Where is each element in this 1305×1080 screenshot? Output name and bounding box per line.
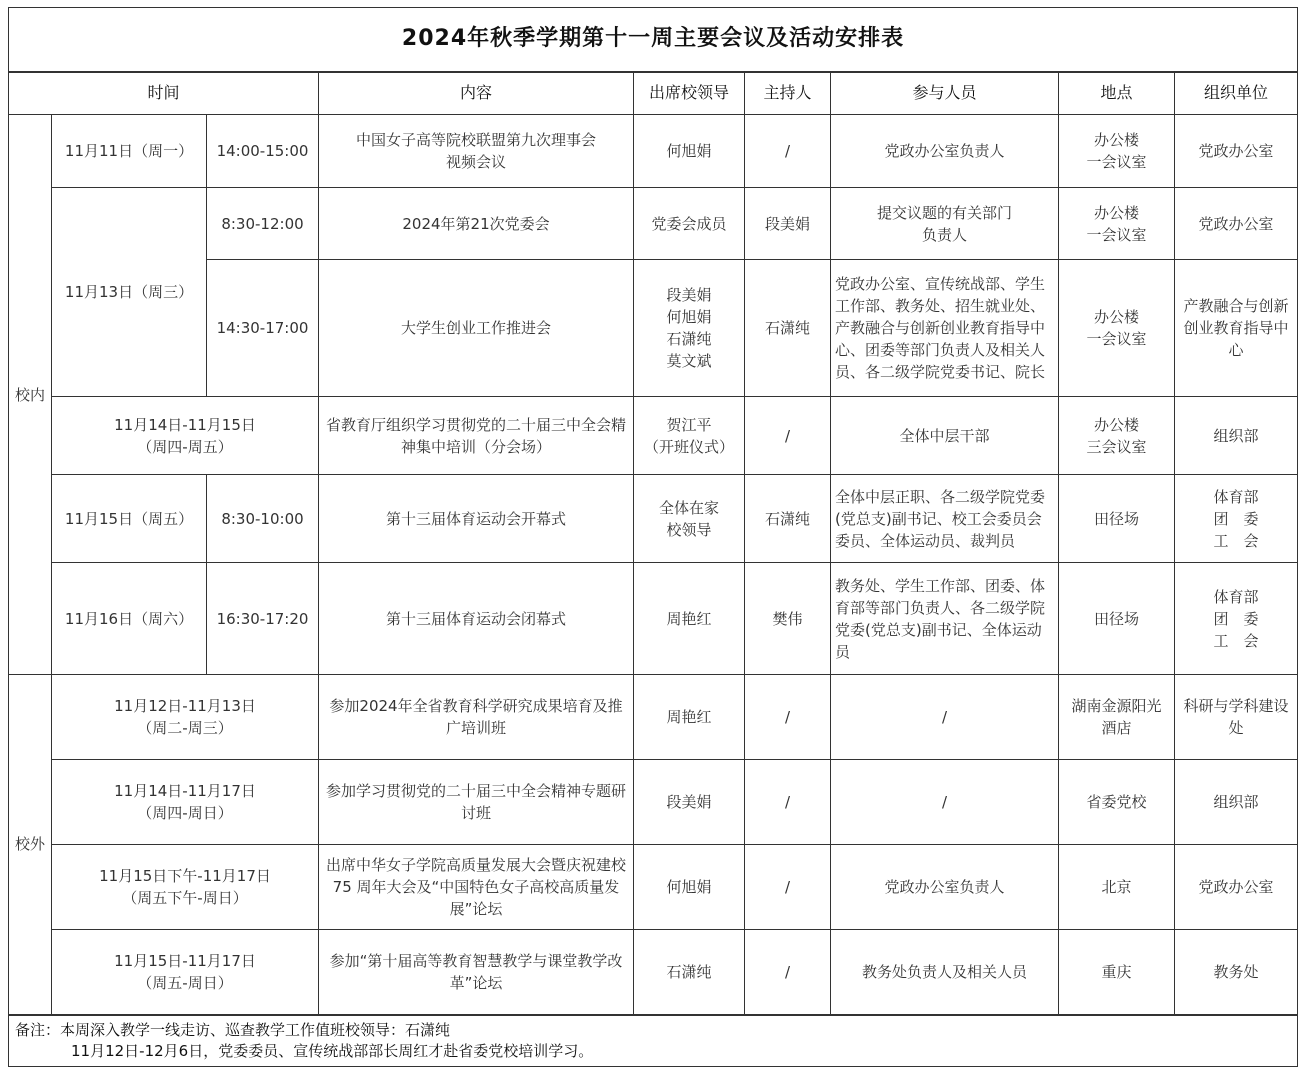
row-host: /: [745, 397, 831, 475]
row-participants: 教务处、学生工作部、团委、体育部等部门负责人、各二级学院党委(党总支)副书记、全体运动员: [831, 563, 1059, 675]
row-participants: 党政办公室负责人: [831, 845, 1059, 930]
row-host: 石潇纯: [745, 260, 831, 397]
row-location: 重庆: [1059, 930, 1175, 1015]
section-off-campus: 校外: [9, 675, 52, 1015]
row-participants: 教务处负责人及相关人员: [831, 930, 1059, 1015]
row-host: /: [745, 760, 831, 845]
row-participants: 全体中层干部: [831, 397, 1059, 475]
row-organizer: 科研与学科建设处: [1175, 675, 1298, 760]
row-leader: 全体在家 校领导: [634, 475, 745, 563]
page-title: 2024年秋季学期第十一周主要会议及活动安排表: [9, 8, 1298, 72]
header-row: [9, 72, 1298, 115]
row-participants: 党政办公室、宣传统战部、学生工作部、教务处、招生就业处、产教融合与创新创业教育指导中心、团委等部门负责人及相关人员、各二级学院党委书记、院长: [831, 260, 1059, 397]
row-organizer: 教务处: [1175, 930, 1298, 1015]
notes: [9, 1015, 1298, 1067]
row-date: 11月11日（周一）: [52, 115, 207, 188]
row-leader: 何旭娟: [634, 845, 745, 930]
row-organizer: 体育部 团 委 工 会: [1175, 475, 1298, 563]
row-host: /: [745, 675, 831, 760]
row-leader: 贺江平 （开班仪式）: [634, 397, 745, 475]
table-row: [9, 397, 1298, 475]
row-date: 11月14日-11月17日 （周四-周日）: [52, 760, 319, 845]
row-host: /: [745, 845, 831, 930]
row-organizer: 体育部 团 委 工 会: [1175, 563, 1298, 675]
row-leader: 何旭娟: [634, 115, 745, 188]
row-content: 省教育厅组织学习贯彻党的二十届三中全会精神集中培训（分会场）: [319, 397, 634, 475]
table-row: [9, 760, 1298, 845]
row-content: 中国女子高等院校联盟第九次理事会 视频会议: [319, 115, 634, 188]
header-organizer: 组织单位: [1175, 72, 1298, 115]
row-date: 11月15日-11月17日 （周五-周日）: [52, 930, 319, 1015]
row-content: 参加“第十届高等教育智慧教学与课堂教学改革”论坛: [319, 930, 634, 1015]
row-date: 11月13日（周三）: [52, 188, 207, 397]
table-row: [9, 563, 1298, 675]
row-date: 11月15日（周五）: [52, 475, 207, 563]
row-leader: 周艳红: [634, 675, 745, 760]
row-participants: 全体中层正职、各二级学院党委(党总支)副书记、校工会委员会委员、全体运动员、裁判员: [831, 475, 1059, 563]
row-participants: /: [831, 760, 1059, 845]
row-participants: 提交议题的有关部门 负责人: [831, 188, 1059, 260]
row-host: /: [745, 930, 831, 1015]
row-location: 办公楼 一会议室: [1059, 115, 1175, 188]
row-content: 大学生创业工作推进会: [319, 260, 634, 397]
row-time: 16:30-17:20: [207, 563, 319, 675]
row-leader: 石潇纯: [634, 930, 745, 1015]
section-on-campus: 校内: [9, 115, 52, 675]
row-host: 段美娟: [745, 188, 831, 260]
row-location: 省委党校: [1059, 760, 1175, 845]
row-location: 湖南金源阳光 酒店: [1059, 675, 1175, 760]
row-content: 第十三届体育运动会开幕式: [319, 475, 634, 563]
row-location: 办公楼 一会议室: [1059, 188, 1175, 260]
row-host: 樊伟: [745, 563, 831, 675]
header-location: 地点: [1059, 72, 1175, 115]
header-time: 时间: [9, 72, 319, 115]
row-leader: 段美娟: [634, 760, 745, 845]
row-content: 参加2024年全省教育科学研究成果培育及推广培训班: [319, 675, 634, 760]
table-row: [9, 188, 1298, 260]
header-participants: 参与人员: [831, 72, 1059, 115]
note-line-2: 11月12日-12月6日，党委委员、宣传统战部部长周红才赴省委党校培训学习。: [71, 1041, 594, 1060]
table-row: [9, 475, 1298, 563]
header-content: 内容: [319, 72, 634, 115]
row-date: 11月15日下午-11月17日 （周五下午-周日）: [52, 845, 319, 930]
row-time: 14:30-17:00: [207, 260, 319, 397]
row-location: 办公楼 一会议室: [1059, 260, 1175, 397]
row-content: 2024年第21次党委会: [319, 188, 634, 260]
row-date: 11月12日-11月13日 （周二-周三）: [52, 675, 319, 760]
row-date: 11月14日-11月15日 （周四-周五）: [52, 397, 319, 475]
row-date: 11月16日（周六）: [52, 563, 207, 675]
row-location: 田径场: [1059, 475, 1175, 563]
row-location: 办公楼 三会议室: [1059, 397, 1175, 475]
row-organizer: 党政办公室: [1175, 115, 1298, 188]
row-time: 8:30-10:00: [207, 475, 319, 563]
row-organizer: 党政办公室: [1175, 845, 1298, 930]
row-leader: 党委会成员: [634, 188, 745, 260]
row-participants: /: [831, 675, 1059, 760]
table-row: [9, 115, 1298, 188]
table-row: [9, 845, 1298, 930]
row-organizer: 党政办公室: [1175, 188, 1298, 260]
row-content: 参加学习贯彻党的二十届三中全会精神专题研讨班: [319, 760, 634, 845]
row-location: 北京: [1059, 845, 1175, 930]
schedule-table: [8, 7, 1298, 1067]
row-organizer: 组织部: [1175, 397, 1298, 475]
row-time: 8:30-12:00: [207, 188, 319, 260]
row-participants: 党政办公室负责人: [831, 115, 1059, 188]
row-content: 第十三届体育运动会闭幕式: [319, 563, 634, 675]
row-organizer: 产教融合与创新创业教育指导中心: [1175, 260, 1298, 397]
schedule-sheet: [8, 7, 1297, 1075]
note-line-1: 备注：本周深入教学一线走访、巡查教学工作值班校领导：石潇纯: [15, 1020, 451, 1039]
row-leader: 周艳红: [634, 563, 745, 675]
row-host: 石潇纯: [745, 475, 831, 563]
row-host: /: [745, 115, 831, 188]
row-time: 14:00-15:00: [207, 115, 319, 188]
table-row: [9, 675, 1298, 760]
table-row: [9, 930, 1298, 1015]
notes-row: [9, 1015, 1298, 1067]
row-content: 出席中华女子学院高质量发展大会暨庆祝建校 75 周年大会及“中国特色女子高校高质量发展”论坛: [319, 845, 634, 930]
header-leader: 出席校领导: [634, 72, 745, 115]
row-location: 田径场: [1059, 563, 1175, 675]
header-host: 主持人: [745, 72, 831, 115]
row-leader: 段美娟 何旭娟 石潇纯 莫文斌: [634, 260, 745, 397]
row-organizer: 组织部: [1175, 760, 1298, 845]
